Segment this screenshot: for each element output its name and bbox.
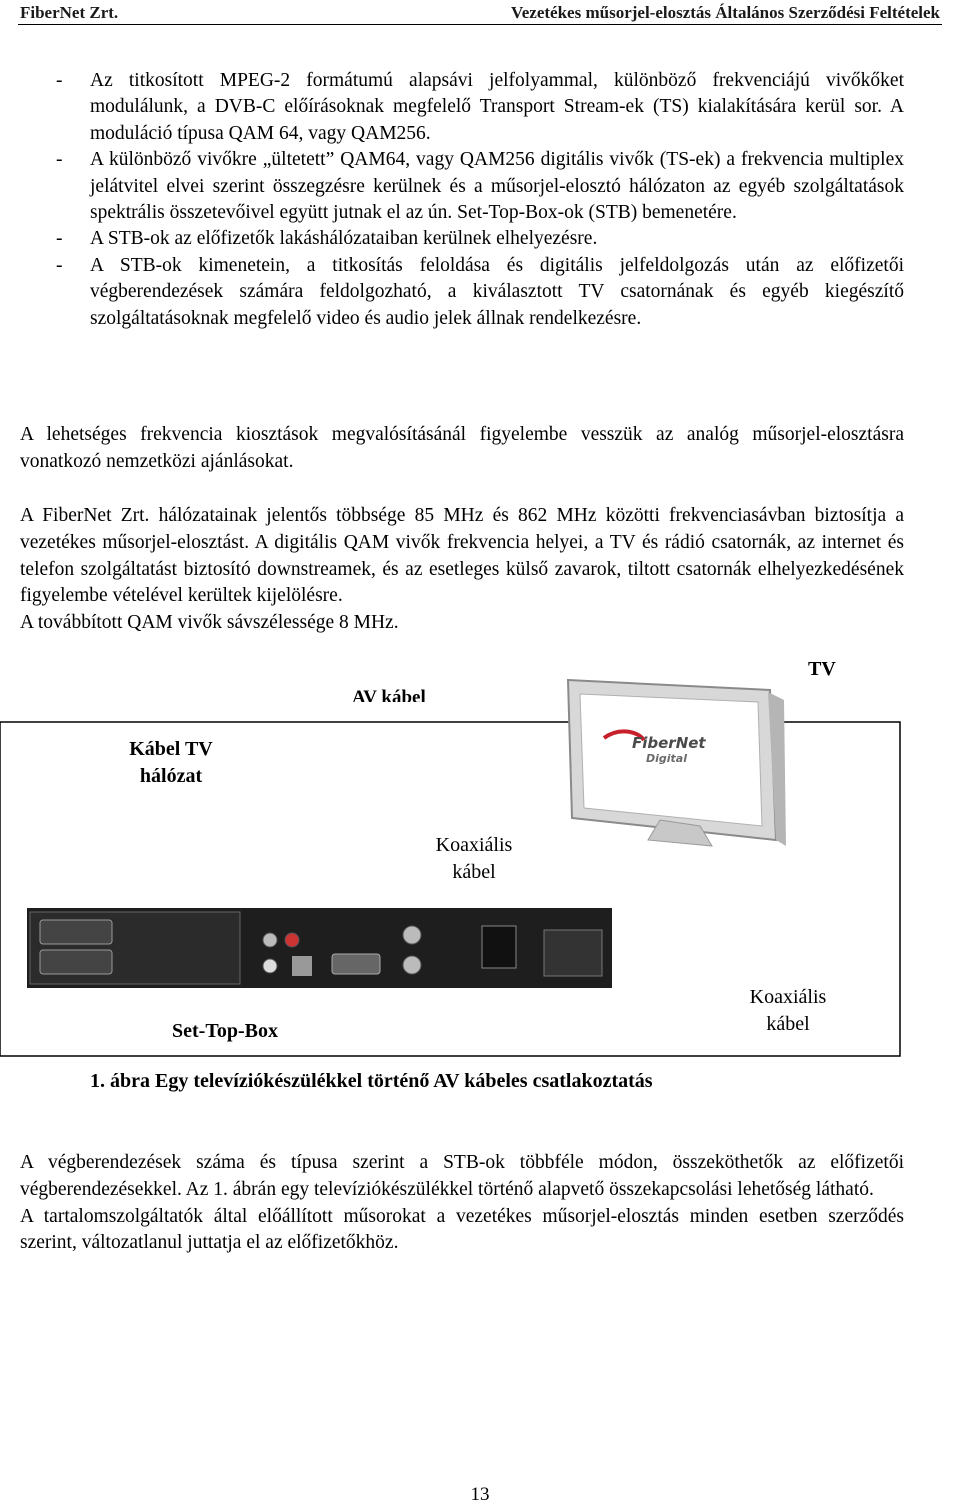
bullet-text: A STB-ok az előfizetők lakáshálózataiban kerülnek elhelyezésre. — [90, 228, 598, 250]
paragraph-network-band — [20, 503, 904, 637]
av-cable-label: AV kábel — [352, 687, 426, 702]
paragraph-network-band-text: A FiberNet Zrt. hálózatainak jelentős többsége 85 MHz és 862 MHz közötti frekvenciasávban biztosítja a vezetékes műsorjel-elosztást. A digitális QAM vivők frekvencia helyei, a TV és rádió csatornák, az internet és telefon szolgáltatást biztosító downstreamek, és az esetleges külső zavarok, tiltott csatornák elhelyezkedésének figyelembe vételével kerültek kijelölésre. — [20, 505, 904, 607]
set-top-box-label: Set-Top-Box — [172, 1020, 278, 1042]
cable-tv-network-label — [116, 736, 226, 790]
bullet-dash: - — [56, 254, 63, 276]
bullet-item — [56, 147, 904, 226]
header-company: FiberNet Zrt. — [20, 3, 119, 22]
bullet-text: A különböző vivőkre „ültetett” QAM64, vagy QAM256 digitális vivők (TS-ek) a frekvencia multiplex jelátvitel elvei szerint összegzésre kerülnek és a műsorjel-elosztó hálózaton az egyéb szolgáltatások spektrális összetevőivel együtt jutnak el az ún. Set-Top-Box-ok (STB) bemenetére. — [90, 149, 904, 224]
coaxial-cable-label-1-line2: kábel — [452, 861, 496, 883]
page-header — [18, 2, 942, 25]
coaxial-cable-label-2-line2: kábel — [766, 1013, 810, 1035]
page-number: 13 — [470, 1484, 490, 1505]
bullet-text: Az titkosított MPEG-2 formátumú alapsávi jelfolyammal, különböző frekvenciájú vivőkőket modulálunk, a DVB-C előírásoknak megfelelő Transport Stream-ek (TS) kialakítására kerül sor. A moduláció típusa QAM 64, vagy QAM256. — [90, 70, 904, 144]
figure-caption: 1. ábra Egy televíziókészülékkel történő AV kábeles csatlakoztatás — [90, 1070, 653, 1092]
bullet-item — [56, 68, 904, 147]
svg-text:Digital: Digital — [646, 752, 687, 765]
cable-tv-network-line1: Kábel TV — [129, 738, 213, 760]
bullet-item — [56, 253, 904, 332]
coaxial-cable-label-2-line1: Koaxiális — [749, 986, 827, 1008]
bullet-item — [56, 226, 904, 252]
cable-tv-network-line2: hálózat — [139, 765, 203, 787]
coaxial-cable-label-1 — [424, 832, 524, 886]
figure-connection-diagram — [0, 650, 960, 1090]
svg-text:FiberNet: FiberNet — [632, 734, 706, 752]
bullet-text: A STB-ok kimenetein, a titkosítás feloldása és digitális jelfeldolgozás után az előfizetői végberendezések számára feldolgozható, a kiválasztott TV csatornának és egyéb kiegészítő szolgáltatásoknak megfelelő video és audio jelek állnak rendelkezésre. — [90, 254, 904, 329]
bullet-dash: - — [56, 228, 63, 250]
bullet-dash: - — [56, 149, 63, 171]
set-top-box-rear-panel — [27, 908, 612, 988]
paragraph-end-devices — [20, 1150, 904, 1257]
header-document-title: Vezetékes műsorjel-elosztás Általános Szerződési Feltételek — [511, 3, 940, 22]
coaxial-cable-label-2 — [734, 984, 842, 1038]
coaxial-cable-label-1-line1: Koaxiális — [435, 834, 513, 856]
bullet-list — [56, 68, 904, 332]
paragraph-end-devices-text: A végberendezések száma és típusa szerint a STB-ok többféle módon, összeköthetők az előfizetői végberendezésekkel. Az 1. ábrán egy televíziókészülékkel történő alapvető összekapcsolási lehetőség látható. — [20, 1152, 904, 1200]
bullet-dash: - — [56, 70, 63, 91]
paragraph-bandwidth: A továbbított QAM vivők sávszélessége 8 MHz. — [20, 612, 399, 634]
paragraph-content-providers: A tartalomszolgáltatók által előállított műsorokat a vezetékes műsorjel-elosztás minden esetben szerződés szerint, változatlanul juttatja el az előfizetőkhöz. — [20, 1205, 904, 1254]
tv-label: TV — [808, 658, 836, 680]
paragraph-frequency-allocation: A lehetséges frekvencia kiosztások megvalósításánál figyelembe vesszük az analóg műsorjel-elosztásra vonatkozó nemzetközi ajánlásokat. — [20, 424, 904, 472]
